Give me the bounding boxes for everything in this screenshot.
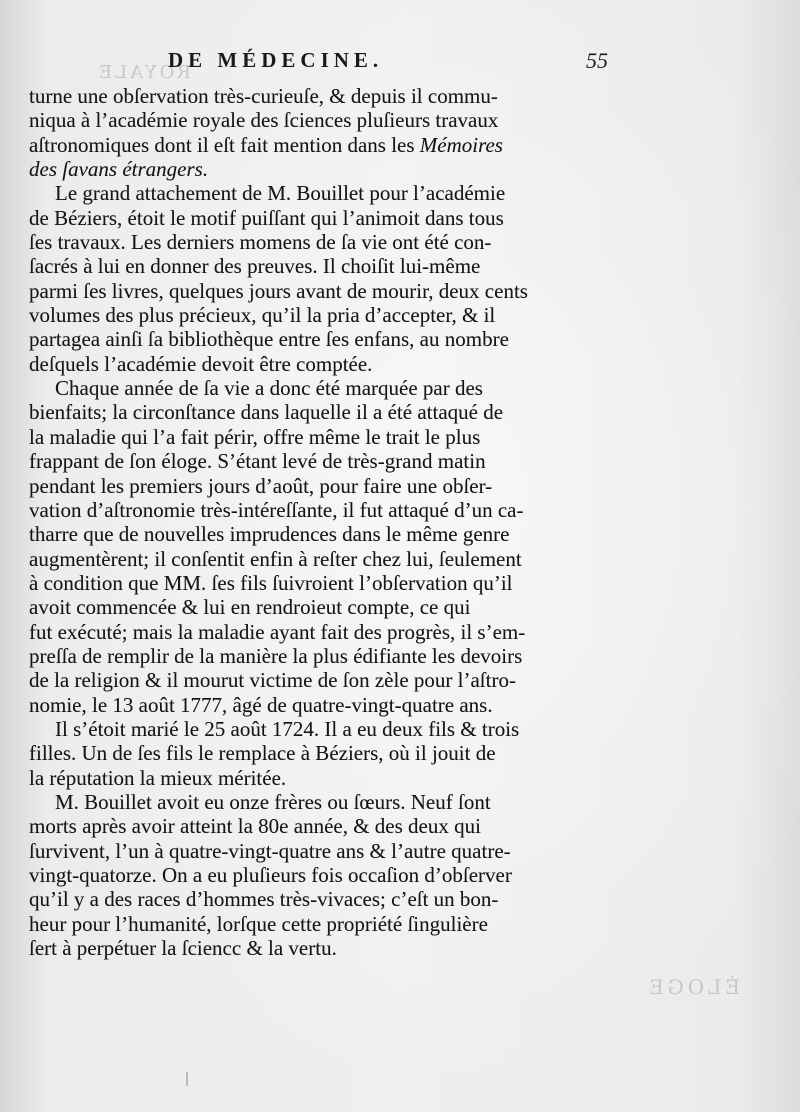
text-line: M. Bouillet avoit eu onze frères ou ſœurs. Neuf ſont — [55, 789, 491, 814]
running-title: DE MÉDECINE. — [168, 48, 384, 72]
show-through-footer: ÉLOGE — [645, 975, 740, 999]
text-line: Le grand attachement de M. Bouillet pour l’académie — [55, 181, 506, 206]
text-line: ſert à perpétuer la ſciencc & la vertu. — [29, 936, 337, 961]
text-line: bienfaits; la circonſtance dans laquelle il a été attaqué de — [29, 400, 504, 425]
text-line: ſurvivent, l’un à quatre-vingt-quatre ans & l’autre quatre- — [29, 838, 511, 863]
show-through-heading: ROYALE — [96, 62, 191, 83]
text-line: niqua à l’académie royale des ſciences pluſieurs travaux — [29, 108, 499, 133]
text-line: heur pour l’humanité, lorſque cette propriété ſingulière — [29, 911, 488, 936]
text-line: à condition que MM. ſes fils ſuivroient l’obſervation qu’il — [29, 570, 513, 595]
text-line: de la religion & il mourut victime de ſon zèle pour l’aſtro- — [29, 668, 516, 693]
text-line: volumes des plus précieux, qu’il la pria d’accepter, & il — [29, 303, 496, 328]
text-line: nomie, le 13 août 1777, âgé de quatre-vingt-quatre ans. — [29, 692, 493, 717]
text-line: fut exécuté; mais la maladie ayant fait des progrès, il s’em- — [29, 619, 526, 644]
text-line: augmentèrent; il conſentit enfin à reſter chez lui, ſeulement — [29, 546, 522, 571]
text-line: Il s’étoit marié le 25 août 1724. Il a eu deux fils & trois — [55, 716, 520, 741]
text-line: de Béziers, étoit le motif puiſſant qui l’animoit dans tous — [29, 205, 504, 230]
text-line: aſtronomiques dont il eſt fait mention dans les Mémoires — [29, 132, 503, 157]
text-line: Chaque année de ſa vie a donc été marquée par des — [55, 376, 483, 401]
text-line: frappant de ſon éloge. S’étant levé de très-grand matin — [29, 449, 486, 474]
body-text — [29, 84, 611, 960]
text-line: pendant les premiers jours d’août, pour faire une obſer- — [29, 473, 493, 498]
text-line: preſſa de remplir de la manière la plus édifiante les devoirs — [29, 643, 523, 668]
page-header — [168, 48, 608, 84]
text-line: filles. Un de ſes fils le remplace à Béziers, où il jouit de — [29, 741, 496, 766]
text-line: la maladie qui l’a fait périr, offre même le trait le plus — [29, 424, 481, 449]
text-line: deſquels l’académie devoit être comptée. — [29, 351, 373, 376]
text-line: des ſavans étrangers. — [29, 157, 209, 182]
margin-mark — [186, 1072, 188, 1086]
text-line: tharre que de nouvelles imprudences dans le même genre — [29, 522, 510, 547]
italic-term: Mémoires — [419, 132, 503, 157]
text-line: avoit commencée & lui en rendroieut compte, ce qui — [29, 595, 471, 620]
text-line: qu’il y a des races d’hommes très-vivaces; c’eſt un bon- — [29, 887, 499, 912]
text-line: turne une obſervation très-curieuſe, & depuis il commu- — [29, 84, 498, 108]
text-line: ſacrés à lui en donner des preuves. Il choiſit lui-même — [29, 254, 481, 279]
text-line: partagea ainſi ſa bibliothèque entre ſes enfans, au nombre — [29, 327, 509, 352]
text-line: la réputation la mieux méritée. — [29, 765, 287, 790]
text-line: parmi ſes livres, quelques jours avant de mourir, deux cents — [29, 278, 528, 303]
text-line: morts après avoir atteint la 80e année, & des deux qui — [29, 814, 481, 839]
page-number: 55 — [586, 48, 608, 73]
text-line: ſes travaux. Les derniers momens de ſa vie ont été con- — [29, 230, 492, 255]
text-line: vingt-quatorze. On a eu pluſieurs fois occaſion d’obſerver — [29, 863, 512, 887]
text-line: vation d’aſtronomie très-intéreſſante, il fut attaqué d’un ca- — [29, 497, 524, 522]
